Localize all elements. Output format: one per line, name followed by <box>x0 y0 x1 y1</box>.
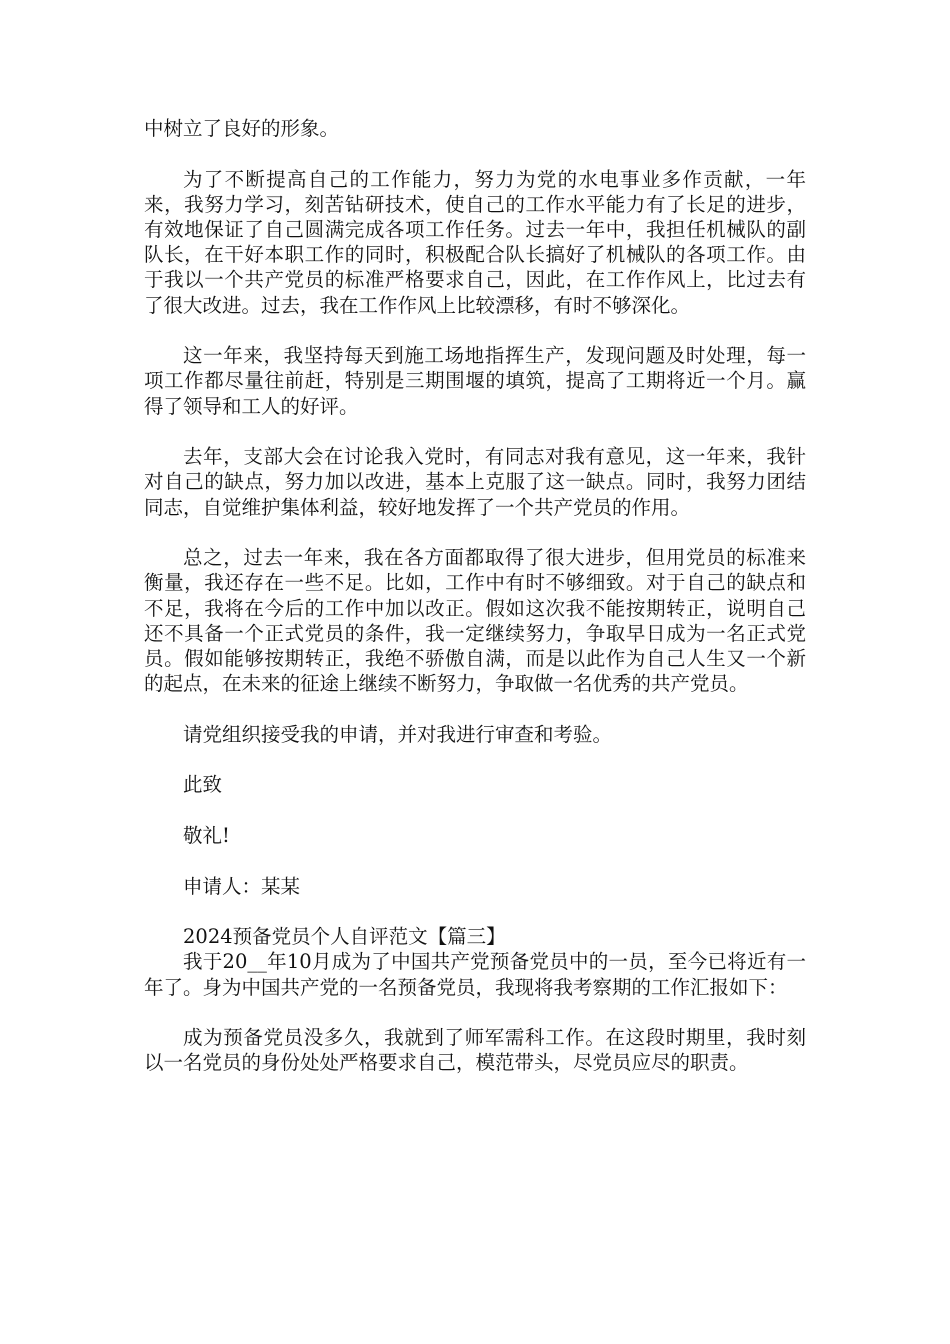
document-page <box>144 116 806 1076</box>
paragraph-summary: 总之，过去一年来，我在各方面都取得了很大进步，但用党员的标准来衡量，我还存在一些不足。比如，工作中有时不够细致。对于自己的缺点和不足，我将在今后的工作中加以改正。假如这次我不能按期转正，说明自己还不具备一个正式党员的条件，我一定继续努力，争取早日成为一名正式党员。假如能够按期转正，我绝不骄傲自满，而是以此作为自己人生又一个新的起点，在未来的征途上继续不断努力，争取做一名优秀的共产党员。 <box>144 546 806 696</box>
paragraph-improvement: 去年，支部大会在讨论我入党时，有同志对我有意见，这一年来，我针对自己的缺点，努力加以改进，基本上克服了这一缺点。同时，我努力团结同志，自觉维护集体利益，较好地发挥了一个共产党员的作用。 <box>144 445 806 519</box>
closing-salutation: 此致 <box>183 773 223 797</box>
paragraph-request: 请党组织接受我的申请，并对我进行审查和考验。 <box>183 722 613 746</box>
paragraph-work-ability: 为了不断提高自己的工作能力，努力为党的水电事业多作贡献，一年来，我努力学习，刻苦钻研技术，使自己的工作水平能力有了长足的进步，有效地保证了自己圆满完成各项工作任务。过去一年中，我担任机械队的副队长，在干好本职工作的同时，积极配合队长搞好了机械队的各项工作。由于我以一个共产党员的标准严格要求自己，因此，在工作作风上，比过去有了很大改进。过去，我在工作作风上比较漂移，有时不够深化。 <box>144 167 806 317</box>
closing-regards: 敬礼! <box>183 824 230 847</box>
applicant-signature: 申请人：某某 <box>183 874 301 898</box>
paragraph-continuation: 中树立了良好的形象。 <box>144 117 340 140</box>
section-paragraph-intro: 我于20__年10月成为了中国共产党预备党员中的一员，至今已将近有一年了。身为中国共产党的一名预备党员，我现将我考察期的工作汇报如下： <box>144 950 806 999</box>
paragraph-site-work: 这一年来，我坚持每天到施工场地指挥生产，发现问题及时处理，每一项工作都尽量往前赶，特别是三期围堰的填筑，提高了工期将近一个月。赢得了领导和工人的好评。 <box>144 344 806 418</box>
section-paragraph-duty: 成为预备党员没多久，我就到了师军需科工作。在这段时期里，我时刻以一名党员的身份处处严格要求自己，模范带头，尽党员应尽的职责。 <box>144 1026 806 1075</box>
section-heading: 2024预备党员个人自评范文【篇三】 <box>183 925 506 949</box>
